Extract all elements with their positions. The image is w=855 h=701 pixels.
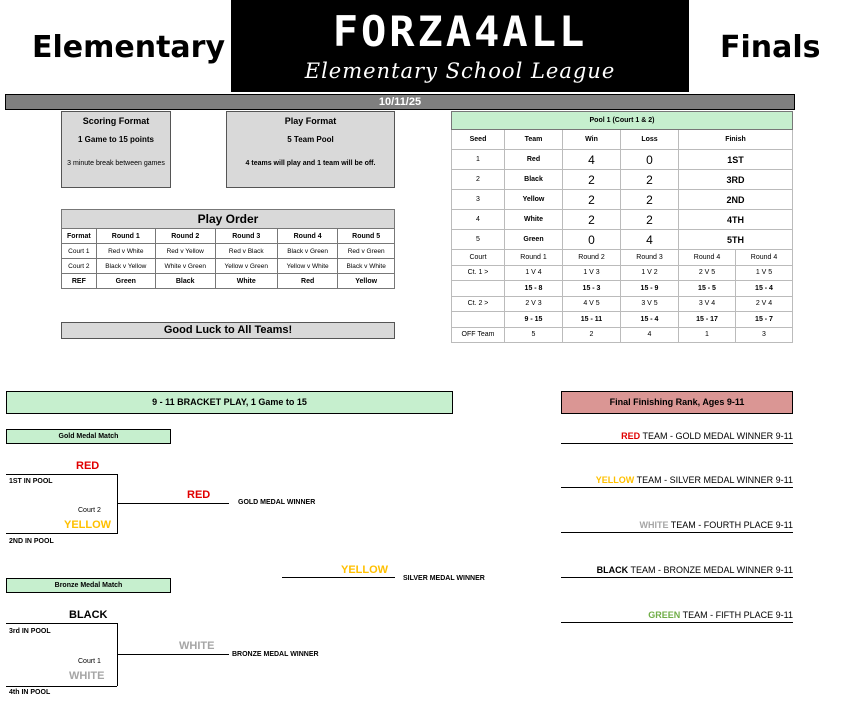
pool-win: 4 — [563, 150, 621, 170]
pool-score: 15 - 5 — [679, 281, 736, 297]
pool-sched-header: Round 2 — [563, 250, 621, 266]
pool-loss: 4 — [621, 230, 679, 250]
play-order-row — [62, 244, 395, 259]
rank-team: GREEN — [648, 610, 681, 620]
bracket-line — [6, 686, 117, 687]
pool-schedule-row — [452, 296, 793, 312]
silver-winner-label: SILVER MEDAL WINNER — [403, 575, 485, 582]
bracket-line — [6, 474, 117, 475]
pool-standing-row — [452, 190, 793, 210]
pool-schedule-row — [452, 265, 793, 281]
play-order-cell: Red v Green — [338, 244, 395, 259]
pool-team: Yellow — [505, 190, 563, 210]
bracket-line — [117, 474, 118, 534]
pool-finish: 5TH — [679, 230, 793, 250]
pool-team: Red — [505, 150, 563, 170]
play-order-cell: Red — [277, 274, 337, 289]
court-label: Court 1 — [78, 658, 101, 665]
pool-win: 2 — [563, 170, 621, 190]
bracket-team-black: BLACK — [69, 609, 108, 621]
pool-header: Win — [563, 130, 621, 150]
scoring-format-box — [61, 111, 171, 188]
pool-loss: 2 — [621, 170, 679, 190]
pool-score: 15 - 4 — [736, 281, 793, 297]
gold-match-label: Gold Medal Match — [6, 429, 171, 444]
pool-standing-row — [452, 170, 793, 190]
rank-text: TEAM - BRONZE MEDAL WINNER 9-11 — [628, 565, 793, 575]
play-order-cell: White — [215, 274, 277, 289]
pool-sched-header: Round 4 — [736, 250, 793, 266]
play-order-cell: Yellow v Green — [215, 259, 277, 274]
bracket-line — [6, 533, 117, 534]
final-rank-item — [561, 430, 793, 444]
play-order-cell: White v Green — [155, 259, 215, 274]
pool-score: 15 - 11 — [563, 312, 621, 328]
pool-sched-cell: 1 V 5 — [736, 265, 793, 281]
bracket-seed-label: 3rd IN POOL — [9, 628, 51, 635]
pool-schedule-header — [452, 250, 793, 266]
pool-score-row — [452, 312, 793, 328]
pool-sched-header: Court — [452, 250, 505, 266]
bronze-match-label: Bronze Medal Match — [6, 578, 171, 593]
pool-sched-cell: 1 — [679, 327, 736, 343]
pool-sched-cell: 4 V 5 — [563, 296, 621, 312]
bracket-seed-label: 2ND IN POOL — [9, 538, 54, 545]
pool-team: Black — [505, 170, 563, 190]
pool-sched-cell: 3 — [736, 327, 793, 343]
pool-score: 9 - 15 — [505, 312, 563, 328]
play-format-line1: 5 Team Pool — [287, 135, 334, 144]
court-label: Court 2 — [78, 507, 101, 514]
pool-sched-header: Round 1 — [505, 250, 563, 266]
pool-header: Loss — [621, 130, 679, 150]
pool-sched-header: Round 4 — [679, 250, 736, 266]
pool-sched-cell: 1 V 3 — [563, 265, 621, 281]
pool-standing-row — [452, 150, 793, 170]
pool-sched-cell — [452, 312, 505, 328]
pool-finish: 3RD — [679, 170, 793, 190]
date-bar: 10/11/25 — [5, 94, 795, 110]
rank-text: TEAM - GOLD MEDAL WINNER 9-11 — [640, 431, 793, 441]
play-order-header: Round 4 — [277, 229, 337, 244]
pool-sched-cell: Ct. 2 > — [452, 296, 505, 312]
rank-team: RED — [621, 431, 641, 441]
bracket-line — [282, 577, 395, 578]
pool-score: 15 - 4 — [621, 312, 679, 328]
final-rank-item — [561, 564, 793, 578]
pool-header: Team — [505, 130, 563, 150]
play-order-cell: Court 1 — [62, 244, 97, 259]
pool-finish: 4TH — [679, 210, 793, 230]
pool-sched-cell: 4 — [621, 327, 679, 343]
pool-win: 0 — [563, 230, 621, 250]
pool-sched-cell — [452, 281, 505, 297]
play-order-cell: Red v Black — [215, 244, 277, 259]
rank-team: WHITE — [639, 520, 669, 530]
pool-score: 15 - 17 — [679, 312, 736, 328]
pool-loss: 0 — [621, 150, 679, 170]
play-order-table — [61, 209, 395, 289]
bracket-team-white: WHITE — [69, 670, 105, 682]
pool-win: 2 — [563, 190, 621, 210]
pool-score: 15 - 7 — [736, 312, 793, 328]
play-order-cell: Green — [96, 274, 155, 289]
pool-sched-header: Round 3 — [621, 250, 679, 266]
scoring-format-line1: 1 Game to 15 points — [77, 135, 155, 144]
play-order-header: Round 1 — [96, 229, 155, 244]
final-rank-item — [561, 519, 793, 533]
pool-score: 15 - 3 — [563, 281, 621, 297]
play-order-cell: Red v White — [96, 244, 155, 259]
bracket-silver-yellow: YELLOW — [341, 564, 389, 576]
rank-text: TEAM - FIFTH PLACE 9-11 — [680, 610, 793, 620]
pool-sched-cell: 2 V 5 — [679, 265, 736, 281]
gold-winner-label: GOLD MEDAL WINNER — [238, 499, 316, 506]
pool-standing-row — [452, 230, 793, 250]
rank-team: YELLOW — [595, 475, 635, 485]
pool-seed: 2 — [452, 170, 505, 190]
play-order-header: Format — [62, 229, 97, 244]
pool-sched-cell: 2 — [563, 327, 621, 343]
pool-sched-cell: OFF Team — [452, 327, 505, 343]
play-order-cell: Black v Yellow — [96, 259, 155, 274]
bracket-seed-label: 1ST IN POOL — [9, 478, 53, 485]
pool-seed: 3 — [452, 190, 505, 210]
bracket-seed-label: 4th IN POOL — [9, 689, 51, 696]
pool-team: Green — [505, 230, 563, 250]
pool-seed: 4 — [452, 210, 505, 230]
pool-score-row — [452, 281, 793, 297]
pool-off-row — [452, 327, 793, 343]
play-order-cell: Black — [155, 274, 215, 289]
pool-win: 2 — [563, 210, 621, 230]
pool-sched-cell: 1 V 2 — [621, 265, 679, 281]
play-format-title: Play Format — [284, 116, 337, 126]
good-luck-banner: Good Luck to All Teams! — [61, 322, 395, 339]
pool-header: Seed — [452, 130, 505, 150]
play-order-title: Play Order — [62, 210, 395, 229]
logo — [231, 0, 689, 92]
play-order-cell: Black v Green — [277, 244, 337, 259]
pool-seed: 1 — [452, 150, 505, 170]
bracket-team-red: RED — [76, 460, 100, 472]
header-left-title: Elementary — [32, 30, 226, 65]
pool-team: White — [505, 210, 563, 230]
pool-sched-cell: 2 V 3 — [505, 296, 563, 312]
pool-sched-cell: 3 V 4 — [679, 296, 736, 312]
final-rank-item — [561, 474, 793, 488]
pool-finish: 2ND — [679, 190, 793, 210]
pool-finish: 1ST — [679, 150, 793, 170]
play-order-header: Round 2 — [155, 229, 215, 244]
rank-text: TEAM - FOURTH PLACE 9-11 — [668, 520, 793, 530]
play-order-cell: Yellow — [338, 274, 395, 289]
pool-score: 15 - 9 — [621, 281, 679, 297]
bronze-winner-label: BRONZE MEDAL WINNER — [232, 651, 319, 658]
rank-text: TEAM - SILVER MEDAL WINNER 9-11 — [634, 475, 793, 485]
pool-seed: 5 — [452, 230, 505, 250]
pool-sched-cell: 2 V 4 — [736, 296, 793, 312]
bracket-winner-red: RED — [187, 489, 211, 501]
play-order-row — [62, 259, 395, 274]
pool-sched-cell: 1 V 4 — [505, 265, 563, 281]
pool-sched-cell: 5 — [505, 327, 563, 343]
play-format-line2: 4 teams will play and 1 team will be off. — [245, 160, 376, 167]
pool-score: 15 - 8 — [505, 281, 563, 297]
rank-team: BLACK — [596, 565, 629, 575]
bracket-line — [117, 654, 229, 655]
play-order-ref-row — [62, 274, 395, 289]
header-right-title: Finals — [720, 30, 821, 65]
play-format-box — [226, 111, 395, 188]
scoring-format-line2: 3 minute break between games — [67, 160, 165, 167]
pool-sched-cell: Ct. 1 > — [452, 265, 505, 281]
bracket-line — [117, 503, 229, 504]
pool-header: Finish — [679, 130, 793, 150]
logo-sub-text: Elementary School League — [304, 59, 616, 83]
play-order-cell: Court 2 — [62, 259, 97, 274]
play-order-header: Round 3 — [215, 229, 277, 244]
play-order-cell: Black v White — [338, 259, 395, 274]
bracket-title-bar: 9 - 11 BRACKET PLAY, 1 Game to 15 — [6, 391, 453, 414]
logo-main-text: FORZA4ALL — [332, 7, 588, 56]
play-order-cell: Red v Yellow — [155, 244, 215, 259]
scoring-format-title: Scoring Format — [82, 116, 150, 126]
play-order-cell: Yellow v White — [277, 259, 337, 274]
bracket-team-yellow: YELLOW — [64, 519, 112, 531]
pool-loss: 2 — [621, 210, 679, 230]
final-rank-title: Final Finishing Rank, Ages 9-11 — [561, 391, 793, 414]
pool-table — [451, 111, 793, 343]
pool-loss: 2 — [621, 190, 679, 210]
pool-standing-row — [452, 210, 793, 230]
pool-title: Pool 1 (Court 1 & 2) — [452, 112, 793, 130]
bracket-line — [6, 623, 117, 624]
play-order-cell: REF — [62, 274, 97, 289]
pool-sched-cell: 3 V 5 — [621, 296, 679, 312]
bracket-bronze-white: WHITE — [179, 640, 215, 652]
play-order-header: Round 5 — [338, 229, 395, 244]
final-rank-item — [561, 609, 793, 623]
